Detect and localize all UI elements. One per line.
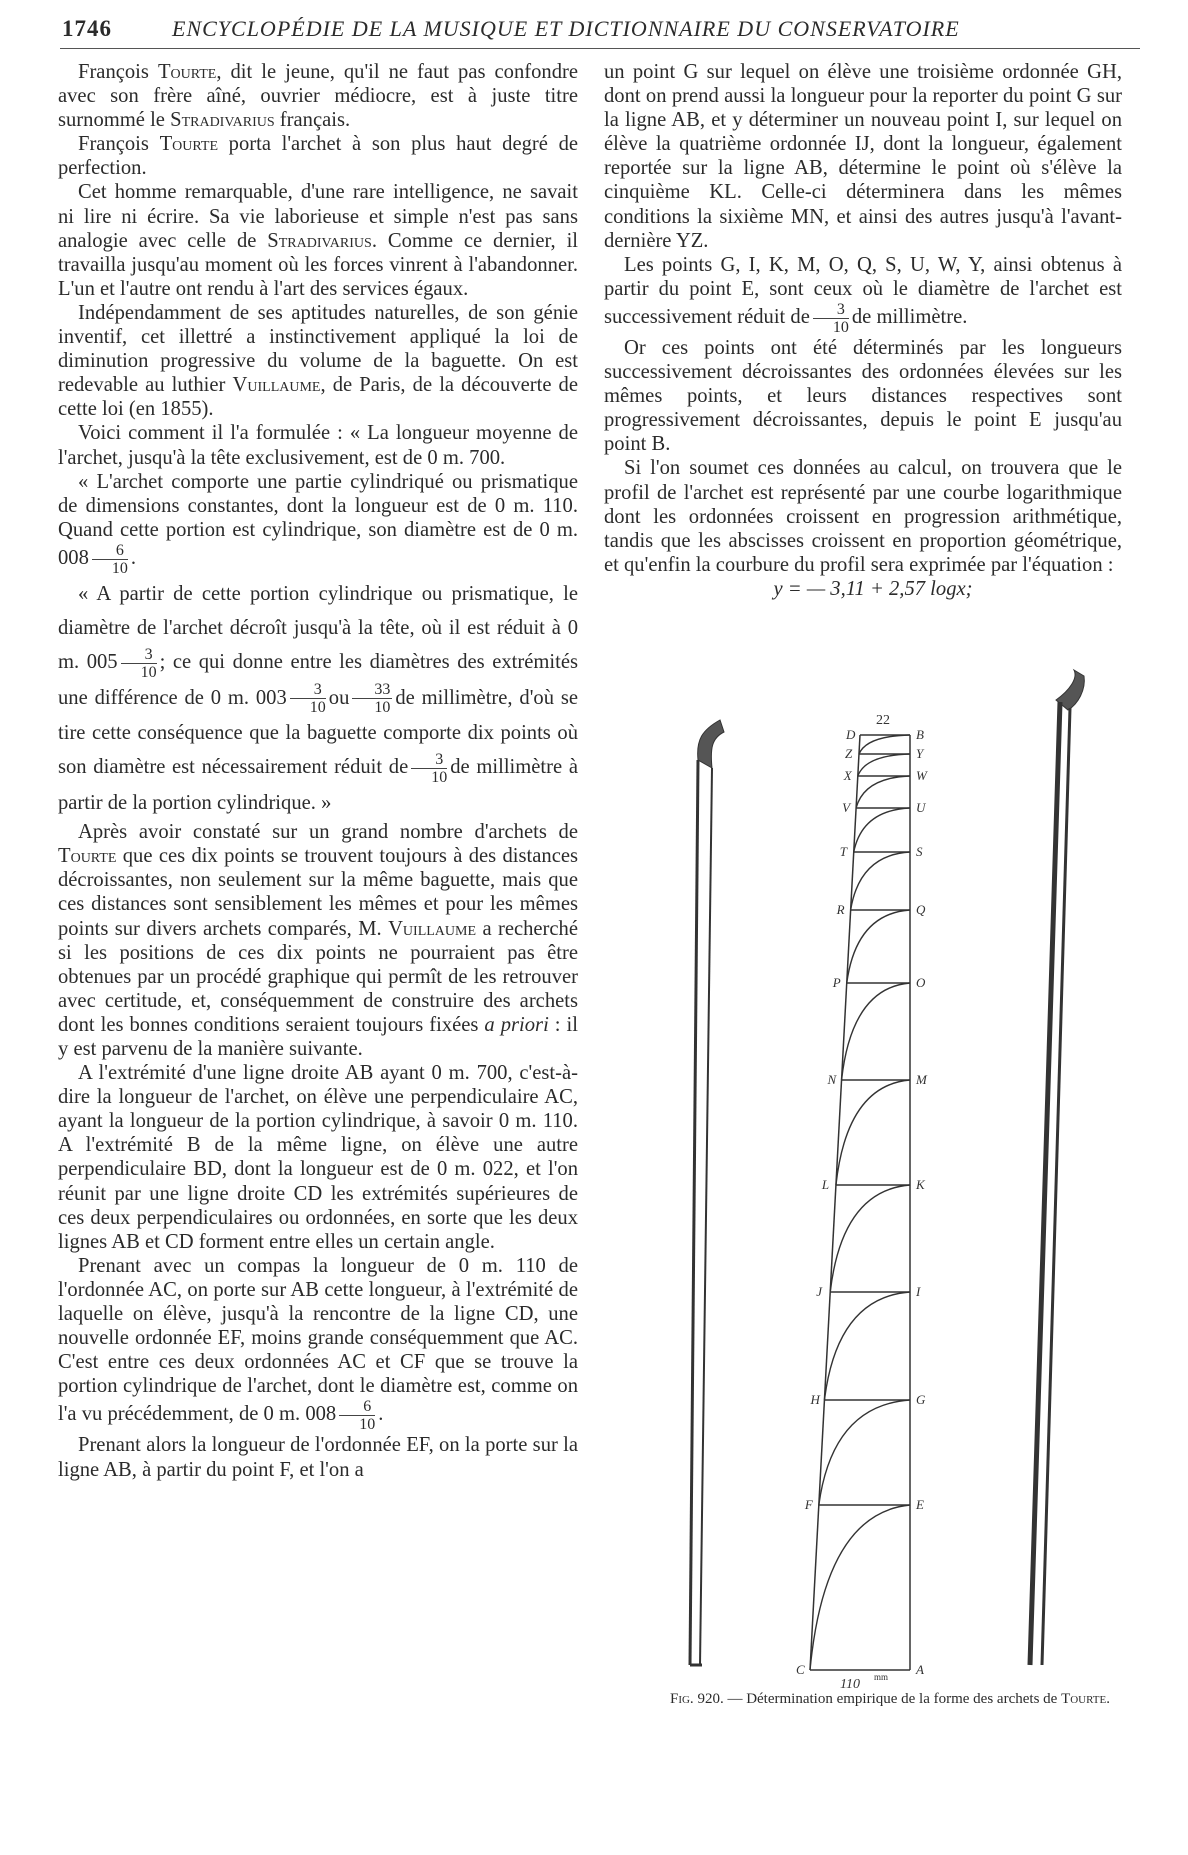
- right-column: [604, 60, 1122, 601]
- name-tourte: Tourte: [159, 133, 218, 156]
- paragraph: « A partir de cette portion cylindrique ou prismatique, le diamètre de l'archet décroît jusqu'à la tête, où il est réduit à 0 m. 005 $\frac{3}{10}$ ; ce qui donne entre les diamètres des extrémités une différence de 0 m. 003 $\frac{3}{10}$ ou $\frac{33}{10}$ de millimètre, d'où se tire cette conséquence que la baguette comporte dix points où son diamètre est nécessairement réduit de $\frac{3}{10}$ de millimètre à partir de la portion cylindrique. »: [58, 582, 578, 815]
- paragraph: Or ces points ont été déterminés par les longueurs successivement décroissantes des ordonnées élevées sur les mêmes points, et leurs distances respectives sont progressivement décroissantes, depuis le point E jusqu'au point B.: [604, 336, 1122, 456]
- paragraph: Voici comment il l'a formulée : « La longueur moyenne de l'archet, jusqu'à la tête exclusivement, est de 0 m. 700.: [58, 422, 578, 469]
- transfer-arc: [830, 1185, 910, 1292]
- italic-a-priori: a priori: [484, 1013, 549, 1036]
- bow-left-illustration: [690, 720, 724, 1665]
- paragraph: François Tourte porta l'archet à son plus haut degré de perfection.: [58, 133, 579, 180]
- transfer-arc: [842, 983, 910, 1080]
- name-vuillaume: Vuillaume: [388, 917, 477, 940]
- fraction: $\frac{6}{10}$: [92, 542, 128, 577]
- transfer-arc: [847, 910, 910, 983]
- figure-caption: Fig. 920. — Détermination empirique de la forme des archets de Tourte.: [669, 1691, 1110, 1707]
- point-label-left: Z: [844, 746, 853, 761]
- name-tourte: Tourte: [58, 845, 117, 868]
- name-vuillaume: Vuillaume: [232, 374, 321, 397]
- point-label-right: O: [916, 975, 926, 990]
- paragraph: Cet homme remarquable, d'une rare intelligence, ne savait ni lire ni écrire. Sa vie laborieuse et simple n'est pas sans analogie avec celle de Stradivarius. Comme ce dernier, il travailla jusqu'au moment où les forces vinrent à l'abandonner. L'un et l'autre ont rendu à l'art des services égaux.: [58, 181, 579, 300]
- point-label-left: P: [832, 975, 841, 990]
- name-stradivarius: Stradivarius: [170, 109, 275, 132]
- top-dimension-label: 22: [876, 713, 890, 728]
- bow-right-illustration: [1030, 670, 1084, 1665]
- bow-construction-diagram: [660, 680, 1120, 1692]
- point-label-right: A: [916, 1662, 924, 1677]
- point-label-left: N: [827, 1072, 837, 1087]
- caption-text: — Détermination empirique de la forme des archets de: [727, 1691, 1062, 1707]
- fraction: $\frac{3}{10}$: [813, 301, 849, 336]
- point-label-left: H: [810, 1392, 820, 1407]
- figure-920: [660, 680, 1120, 1692]
- paragraph: Indépendamment de ses aptitudes naturelles, de son génie inventif, cet illettré a instinctivement appliqué la loi de diminution progressive du volume de la baguette. On est redevable au luthier Vuillaume, de Paris, de la découverte de cette loi (en 1855).: [58, 301, 578, 421]
- paragraph: « L'archet comporte une partie cylindriqué ou prismatique de dimensions constantes, dont la longueur est de 0 m. 110. Quand cette portion est cylindrique, son diamètre est de 0 m. 008 $\frac{6}{10}$ .: [58, 470, 578, 577]
- point-label-right: B: [916, 727, 924, 742]
- ordinate-rungs: [810, 735, 910, 1670]
- point-label-right: Y: [916, 746, 924, 761]
- point-label-right: K: [916, 1177, 925, 1192]
- fraction: $\frac{3}{10}$: [290, 681, 326, 716]
- fraction: $\frac{6}{10}$: [339, 1398, 375, 1433]
- paragraph: Après avoir constaté sur un grand nombre d'archets de Tourte que ces dix points se trouvent toujours à des distances décroissantes, non seulement sur la même baguette, mais que ces distances sont sensiblement les mêmes et pour les mêmes points sur divers archets comparés, M. Vuillaume a recherché si les positions de ces dix points ne pourraient pas être obtenues par un procédé graphique qui permît de les retrouver avec certitude, et, conséquemment de construire des archets dont les bonnes conditions seraient toujours fixées a priori : il y est parvenu de la manière suivante.: [58, 821, 578, 1061]
- point-label-left: D: [846, 727, 856, 742]
- transfer-arc: [856, 776, 910, 808]
- paragraph: Prenant alors la longueur de l'ordonnée EF, on la porte sur la ligne AB, à partir du point F, et l'on a: [58, 1434, 578, 1481]
- paragraph: un point G sur lequel on élève une troisième ordonnée GH, dont on prend aussi la longueur pour la reporter du point G sur la ligne AB, et y déterminer un nouveau point I, sur lequel on élève la quatrième ordonnée IJ, dont la longueur, également reportée sur la ligne AB, détermine le point où s'élève la cinquième KL. Celle-ci déterminera dans les mêmes conditions la sixième MN, et ainsi des autres jusqu'à l'avant-dernière YZ.: [604, 61, 1122, 252]
- point-label-left: J: [816, 1284, 822, 1299]
- point-label-right: W: [916, 768, 927, 783]
- paragraph: Prenant avec un compas la longueur de 0 m. 110 de l'ordonnée AC, on porte sur AB cette longueur, à l'extrémité de laquelle on élève, jusqu'à la rencontre de la ligne CD, une nouvelle ordonnée EF, moins grande conséquemment que AC. C'est entre ces deux ordonnées AC et CF que se trouve la portion cylindrique de l'archet, dont le diamètre est, comme on l'a vu précédemment, de 0 m. 008 $\frac{6}{10}$ .: [58, 1254, 578, 1434]
- point-label-right: I: [916, 1284, 921, 1299]
- page-number: 1746: [62, 16, 112, 41]
- transfer-arc: [819, 1400, 910, 1505]
- equation: y = — 3,11 + 2,57 logx;: [773, 577, 973, 600]
- ordinate-diagram: [810, 735, 910, 1670]
- caption-name: Tourte: [1061, 1691, 1107, 1707]
- point-label-left: T: [839, 844, 847, 859]
- point-label-left: V: [842, 800, 851, 815]
- name-tourte: Tourte: [157, 61, 217, 83]
- point-label-right: G: [916, 1392, 926, 1407]
- point-label-right: M: [916, 1072, 927, 1087]
- point-label-right: Q: [916, 902, 926, 917]
- point-label-left: L: [821, 1177, 830, 1192]
- paragraph: Si l'on soumet ces données au calcul, on trouvera que le profil de l'archet est représenté par une courbe logarithmique dont les ordonnées croissent en progression arithmétique, tandis que les abscisses croissent en proportion géométrique, et qu'enfin la courbure du profil sera exprimée par l'équation :: [604, 457, 1122, 576]
- transfer-arc: [836, 1080, 910, 1185]
- transfer-arc: [824, 1292, 910, 1400]
- transfer-arc: [859, 735, 910, 754]
- paragraph: Les points G, I, K, M, O, Q, S, U, W, Y, ainsi obtenus à partir du point E, sont ceux où le diamètre de l'archet est successivement réduit de $\frac{3}{10}$ de millimètre.: [604, 253, 1122, 336]
- caption-prefix: Fig.: [669, 1691, 694, 1707]
- fraction: $\frac{3}{10}$: [411, 751, 447, 786]
- running-title: ENCYCLOPÉDIE DE LA MUSIQUE ET DICTIONNAIRE DU CONSERVATOIRE: [172, 16, 960, 41]
- fraction: $\frac{3}{10}$: [121, 646, 157, 681]
- point-label-left: F: [804, 1497, 813, 1512]
- transfer-arc: [851, 852, 910, 910]
- point-label-right: E: [916, 1497, 924, 1512]
- point-labels: [796, 727, 928, 1677]
- name-stradivarius: Stradivarius: [267, 229, 372, 252]
- point-label-left: C: [796, 1662, 805, 1677]
- point-label-left: X: [843, 768, 852, 783]
- bottom-unit-label: mm: [874, 1672, 889, 1682]
- bottom-dimension-label: 110: [840, 1677, 860, 1692]
- transfer-arc: [854, 808, 910, 852]
- point-label-left: R: [836, 902, 845, 917]
- caption-number: 920.: [697, 1691, 724, 1707]
- page-header: [60, 12, 1140, 49]
- paragraph: François Tourte, dit le jeune, qu'il ne faut pas confondre avec son frère aîné, ouvrier médiocre, est à juste titre surnommé le Stradivarius français.: [58, 61, 578, 132]
- paragraph: A l'extrémité d'une ligne droite AB ayant 0 m. 700, c'est-à-dire la longueur de l'archet, on élève une perpendiculaire AC, ayant la longueur de la portion cylindrique, à savoir 0 m. 110. A l'extrémité B de la même ligne, on élève une autre perpendiculaire BD, dont la longueur est de 0 m. 022, et l'on réunit par une ligne droite CD les extrémités supérieures de ces deux perpendiculaires ou ordonnées, en sorte que les deux lignes AB et CD forment entre elles un certain angle.: [58, 1062, 578, 1253]
- left-column: [58, 60, 578, 1482]
- point-label-right: S: [916, 844, 923, 859]
- transfer-arc: [858, 754, 910, 776]
- point-label-right: U: [916, 800, 926, 815]
- fraction: $\frac{33}{10}$: [352, 681, 392, 716]
- transfer-arc: [810, 1505, 910, 1670]
